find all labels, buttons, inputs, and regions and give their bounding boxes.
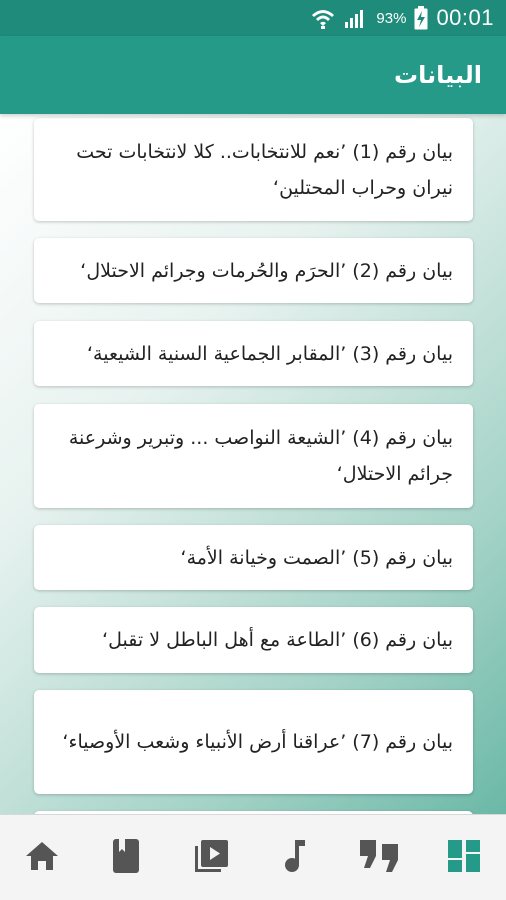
nav-videos[interactable] <box>181 828 241 888</box>
book-icon <box>111 838 141 878</box>
nav-audio[interactable] <box>265 828 325 888</box>
home-icon <box>24 839 60 877</box>
nav-home[interactable] <box>12 828 72 888</box>
statement-title: بيان رقم (3) ’المقابر الجماعية السنية الشيعية‘ <box>86 342 453 365</box>
statement-card-1[interactable] <box>34 118 473 221</box>
battery-percent: 93% <box>376 9 407 27</box>
statements-list[interactable] <box>0 114 506 814</box>
statement-title: بيان رقم (1) ’نعم للانتخابات.. كلا لانتخابات تحت نيران وحراب المحتلين‘ <box>76 140 453 199</box>
wifi-icon <box>310 6 336 30</box>
statement-card-6[interactable] <box>34 607 473 673</box>
statement-card-5[interactable] <box>34 525 473 590</box>
statement-card-2[interactable] <box>34 238 473 303</box>
statement-card-4[interactable] <box>34 404 473 508</box>
status-bar <box>0 0 506 36</box>
signal-icon <box>344 7 368 29</box>
bottom-navigation <box>0 814 506 900</box>
battery-charging-icon <box>414 6 428 30</box>
statement-card-3[interactable] <box>34 321 473 386</box>
statement-title: بيان رقم (7) ’عراقنا أرض الأنبياء وشعب الأوصياء‘ <box>62 731 453 753</box>
dashboard-icon <box>447 839 481 877</box>
statement-title: بيان رقم (2) ’الحرَم والحُرمات وجرائم الاحتلال‘ <box>80 259 453 282</box>
quote-icon <box>357 838 401 878</box>
clock: 00:01 <box>436 5 494 30</box>
statement-title: بيان رقم (5) ’الصمت وخيانة الأمة‘ <box>180 546 453 569</box>
nav-books[interactable] <box>96 828 156 888</box>
video-library-icon <box>192 838 230 878</box>
statement-title: بيان رقم (4) ’الشيعة النواصب ... وتبرير وشرعنة جرائم الاحتلال‘ <box>68 427 453 485</box>
nav-dashboard[interactable] <box>434 828 494 888</box>
statement-card-7[interactable] <box>34 690 473 794</box>
app-bar <box>0 36 506 114</box>
page-title: البيانات <box>394 61 482 89</box>
nav-quotes[interactable] <box>349 828 409 888</box>
statement-title: بيان رقم (6) ’الطاعة مع أهل الباطل لا تقبل‘ <box>102 629 453 651</box>
music-note-icon <box>282 838 308 878</box>
